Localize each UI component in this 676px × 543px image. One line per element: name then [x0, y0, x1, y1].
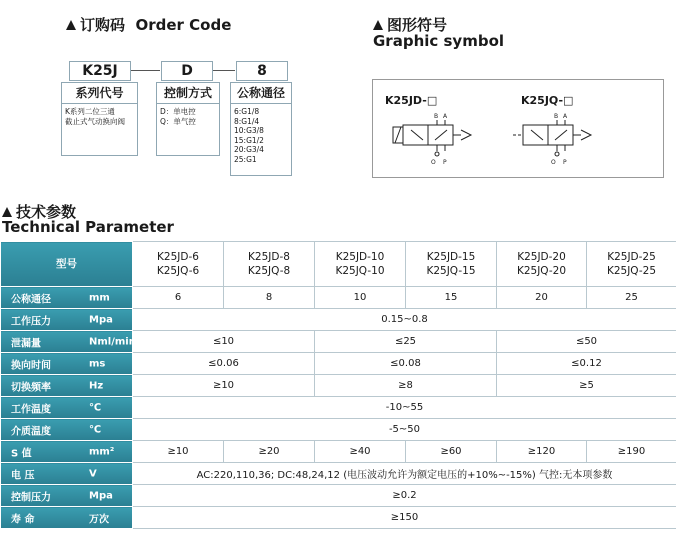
model-name: K25JQ-15 [426, 265, 476, 277]
row-unit: mm [89, 292, 110, 303]
row-label [1, 309, 133, 331]
model-cell [133, 242, 224, 287]
table-row [1, 463, 676, 485]
code-column-title: 系列代号 [62, 83, 137, 104]
model-name: K25JQ-25 [606, 265, 657, 277]
row-label [1, 419, 133, 441]
value-cell: 8 [224, 287, 315, 309]
technical-parameter-table [0, 241, 676, 529]
value-cell: ≥20 [224, 441, 315, 463]
row-label [1, 331, 136, 353]
technical-heading-en: Technical Parameter [2, 218, 174, 236]
code-column-body: D：单电控 Q：单气控 [160, 107, 196, 126]
code-column-body: K系列二位三通 截止式气动换向阀 [65, 107, 125, 126]
value-cell: ≥0.2 [133, 485, 676, 507]
row-unit: ℃ [89, 424, 102, 435]
value-cell: ≥40 [315, 441, 406, 463]
model-name: K25JD-6 [157, 251, 199, 263]
model-name: K25JQ-6 [156, 265, 200, 277]
model-name: K25JD-20 [517, 251, 566, 263]
row-unit: 万次 [89, 514, 109, 525]
value-cell: ≤0.06 [133, 353, 315, 375]
port-label: P [443, 159, 447, 166]
port-label: P [563, 159, 567, 166]
value-cell: -5~50 [133, 419, 676, 441]
row-unit: Mpa [89, 314, 113, 325]
value-cell: ≥8 [315, 375, 497, 397]
row-name: 介质温度 [11, 426, 51, 437]
model-cell [224, 242, 315, 287]
row-label [1, 397, 133, 419]
valve-symbol-drawing [373, 80, 663, 177]
symbol-label-pilot: K25JQ-□ [521, 94, 574, 107]
value-cell: ≤0.08 [315, 353, 497, 375]
value-cell: ≥150 [133, 507, 676, 529]
row-label [1, 353, 133, 375]
table-row [1, 287, 676, 309]
row-name: 电 压 [11, 470, 35, 481]
row-label [1, 441, 133, 463]
row-name: 寿 命 [11, 514, 35, 525]
code-column-control [156, 82, 220, 156]
value-cell: ≤0.12 [497, 353, 676, 375]
model-name: K25JD-25 [607, 251, 656, 263]
model-name: K25JQ-10 [335, 265, 385, 277]
graphic-symbol-heading-en: Graphic symbol [373, 32, 505, 50]
port-label: O [551, 159, 556, 166]
value-cell: -10~55 [133, 397, 676, 419]
value-cell: ≤25 [315, 331, 497, 353]
order-code-heading [66, 14, 231, 35]
technical-heading-cn: 技术参数 [16, 203, 77, 221]
triangle-icon [373, 20, 383, 30]
model-name: K25JQ-8 [247, 265, 291, 277]
port-label: B [554, 113, 559, 120]
model-cell [587, 242, 676, 287]
row-unit: Mpa [89, 490, 113, 501]
value-cell: AC:220,110,36; DC:48,24,12 (电压波动允许为额定电压的+10%~-15%) 气控:无本项参数 [133, 463, 676, 485]
code-connector [131, 70, 160, 71]
row-name: 切换频率 [11, 382, 51, 393]
model-name: K25JD-10 [335, 251, 385, 263]
row-name: 换向时间 [11, 360, 51, 371]
table-row [1, 309, 676, 331]
code-connector [213, 70, 235, 71]
model-label: 型号 [1, 242, 133, 287]
graphic-symbol-heading-cn: 图形符号 [387, 16, 448, 34]
value-cell: ≤50 [497, 331, 676, 353]
graphic-symbol-panel [372, 79, 664, 178]
code-column-body: 6:G1/8 8:G1/4 10:G3/8 15:G1/2 20:G3/4 25:G1 [234, 107, 264, 164]
table-row [1, 397, 676, 419]
code-box-series: K25J [69, 61, 131, 81]
value-cell: ≥190 [587, 441, 676, 463]
symbol-label-solenoid: K25JD-□ [385, 94, 438, 107]
value-cell: 25 [587, 287, 676, 309]
code-box-control: D [161, 61, 213, 81]
value-cell: ≥5 [497, 375, 676, 397]
value-cell: ≥120 [497, 441, 587, 463]
row-name: 工作压力 [11, 316, 51, 327]
model-name: K25JD-8 [248, 251, 290, 263]
value-cell: 0.15~0.8 [133, 309, 676, 331]
table-header-row [1, 242, 676, 287]
order-code-heading-en: Order Code [135, 16, 232, 34]
table-row [1, 507, 676, 529]
table-row [1, 353, 676, 375]
row-unit: Hz [89, 380, 104, 391]
row-label [1, 287, 133, 309]
model-cell [406, 242, 497, 287]
model-name: K25JQ-20 [516, 265, 567, 277]
value-cell: 10 [315, 287, 406, 309]
row-unit: mm² [89, 446, 115, 457]
value-cell: ≥10 [133, 375, 315, 397]
model-cell [315, 242, 406, 287]
code-column-title: 控制方式 [157, 83, 219, 104]
triangle-icon [66, 20, 76, 30]
row-unit: Nml/min [89, 336, 136, 347]
row-unit: V [89, 468, 97, 479]
order-code-heading-cn: 订购码 [80, 16, 126, 34]
value-cell: 6 [133, 287, 224, 309]
model-cell [497, 242, 587, 287]
row-label [1, 375, 133, 397]
row-label [1, 463, 133, 485]
table-row [1, 485, 676, 507]
model-name: K25JD-15 [426, 251, 476, 263]
triangle-icon [2, 207, 12, 217]
row-unit: ms [89, 358, 106, 369]
row-name: 控制压力 [11, 492, 51, 503]
table-row [1, 331, 676, 353]
port-label: A [563, 113, 568, 120]
table-row [1, 441, 676, 463]
row-name: 工作温度 [11, 404, 51, 415]
value-cell: ≥60 [406, 441, 497, 463]
code-column-port [230, 82, 292, 176]
code-column-title: 公称通径 [231, 83, 291, 104]
row-name: 泄漏量 [11, 338, 41, 349]
value-cell: 15 [406, 287, 497, 309]
value-cell: ≤10 [133, 331, 315, 353]
value-cell: ≥10 [133, 441, 224, 463]
row-unit: ℃ [89, 402, 102, 413]
row-label [1, 485, 133, 507]
port-label: A [443, 113, 448, 120]
table-row [1, 419, 676, 441]
row-name: 公称通径 [11, 294, 51, 305]
port-label: O [431, 159, 436, 166]
code-column-series [61, 82, 138, 156]
code-box-port: 8 [236, 61, 288, 81]
port-label: B [434, 113, 439, 120]
table-row [1, 375, 676, 397]
row-label [1, 507, 133, 529]
value-cell: 20 [497, 287, 587, 309]
row-name: S 值 [11, 448, 32, 459]
